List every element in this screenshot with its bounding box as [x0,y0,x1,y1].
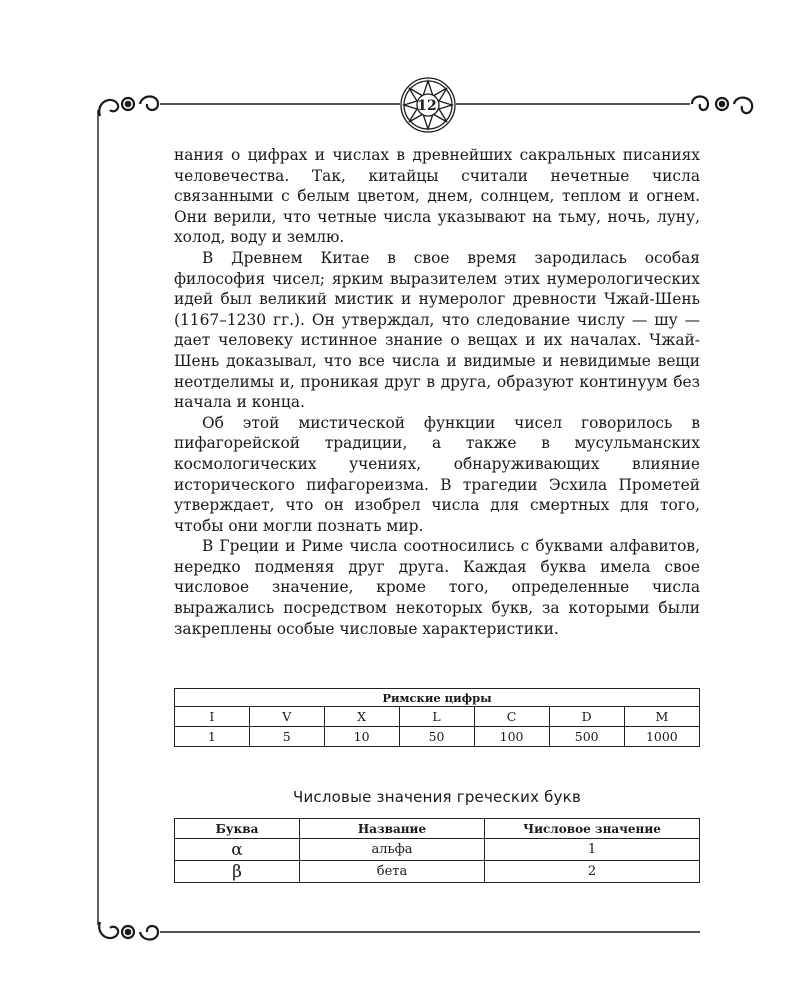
roman-value-cell: 10 [324,727,399,747]
roman-numeral-cell: M [624,707,699,727]
roman-value-cell: 100 [474,727,549,747]
paragraph: В Греции и Риме числа соотносились с буквами алфавитов, нередко подменяя друг друга. Каждая буква имела свое числовое значение, кроме того, определенные числа выражались посредством некоторых букв, за которыми были закреплены особые числовые характеристики. [174,537,700,638]
table-row [175,707,700,727]
roman-value-cell: 5 [249,727,324,747]
table-header-row [175,819,700,839]
letter-name-cell: бета [300,861,485,883]
greek-letter-cell: α [175,839,300,861]
roman-table-title: Римские цифры [175,689,700,707]
table-row [175,861,700,883]
numeric-value-cell: 2 [485,861,700,883]
scroll-ornament-top-right-icon [692,97,752,114]
roman-numeral-cell: X [324,707,399,727]
roman-numerals-table [174,688,700,747]
roman-value-cell: 1 [175,727,250,747]
column-header: Буква [175,819,300,839]
column-header: Числовое значение [485,819,700,839]
page-number: 12 [417,98,437,114]
body-text [174,145,700,639]
letter-name-cell: альфа [300,839,485,861]
greek-letter-cell: β [175,861,300,883]
paragraph: В Древнем Китае в свое время зародилась особая философия чисел; ярким выразителем этих нумерологических идей был великий мистик и нумеролог древности Чжай-Шень (1167–1230 гг.). Он утверждал, что следование числу — шу — дает человеку истинное знание о вещах и их началах. Чжай-Шень доказывал, что все числа и видимые и невидимые вещи неотделимы и, проникая друг в друга, образуют континуум без начала и конца. [174,248,700,412]
greek-letters-table [174,818,700,883]
roman-value-cell: 1000 [624,727,699,747]
greek-table-caption: Числовые значения греческих букв [293,788,581,806]
roman-numeral-cell: V [249,707,324,727]
column-header: Название [300,819,485,839]
roman-numeral-cell: C [474,707,549,727]
table-row [175,839,700,861]
numeric-value-cell: 1 [485,839,700,861]
paragraph: нания о цифрах и числах в древнейших сакральных писаниях человечества. Так, китайцы считали нечетные числа связанными с белым цветом, днем, солнцем, теплом и огнем. Они верили, что четные числа указывают на тьму, ночь, луну, холод, воду и землю. [174,146,700,247]
scroll-ornament-bottom-left-icon [99,922,158,940]
scroll-ornament-top-left-icon [99,97,158,117]
roman-value-cell: 500 [549,727,624,747]
roman-numeral-cell: D [549,707,624,727]
roman-numeral-cell: L [399,707,474,727]
roman-value-cell: 50 [399,727,474,747]
table-row [175,727,700,747]
roman-numeral-cell: I [175,707,250,727]
paragraph: Об этой мистической функции чисел говорилось в пифагорейской традиции, а также в мусульманских космологических учениях, обнаруживающих влияние исторического пифагореизма. В трагедии Эсхила Прометей утверждает, что он изобрел числа для смертных для того, чтобы они могли познать мир. [174,413,700,535]
